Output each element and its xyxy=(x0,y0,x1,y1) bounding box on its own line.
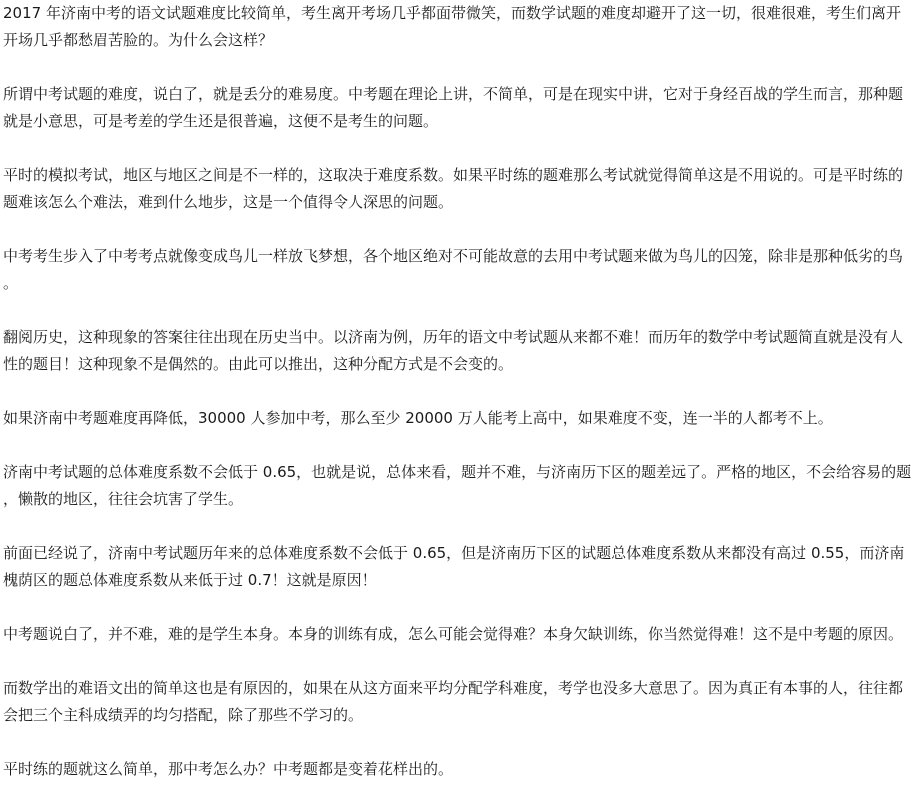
paragraph-5: 翻阅历史，这种现象的答案往往出现在历史当中。以济南为例，历年的语文中考试题从来都不难！而历年的数学中考试题简直就是没有人性的题目！这种现象不是偶然的。由此可以推出，这种分配方式是不会变的。 xyxy=(3,328,904,373)
paragraph-3: 平时的模拟考试，地区与地区之间是不一样的，这取决于难度系数。如果平时练的题难那么考试就觉得简单这是不用说的。可是平时练的题难该怎么个难法，难到什么地步，这是一个值得令人深思的问题。 xyxy=(3,166,904,211)
paragraph-8: 前面已经说了，济南中考试题历年来的总体难度系数不会低于 0.65，但是济南历下区的试题总体难度系数从来都没有高过 0.55，而济南槐荫区的题总体难度系数从来低于过 0.7！这就是原因！ xyxy=(3,544,905,589)
paragraph-6: 如果济南中考题难度再降低，30000 人参加中考，那么至少 20000 万人能考上高中，如果难度不变，连一半的人都考不上。 xyxy=(3,409,833,427)
paragraph-10: 而数学出的难语文出的简单这也是有原因的，如果在从这方面来平均分配学科难度，考学也没多大意思了。因为真正有本事的人，往往都会把三个主科成绩弄的均匀搭配，除了那些不学习的。 xyxy=(3,679,904,724)
paragraph-9: 中考题说白了，并不难，难的是学生本身。本身的训练有成，怎么可能会觉得难？本身欠缺训练，你当然觉得难！这不是中考题的原因。 xyxy=(3,625,904,643)
paragraph-2: 所谓中考试题的难度，说白了，就是丢分的难易度。中考题在理论上讲，不简单，可是在现实中讲，它对于身经百战的学生而言，那种题就是小意思，可是考差的学生还是很普遍，这便不是考生的问题。 xyxy=(3,85,904,130)
paragraph-4: 中考考生步入了中考考点就像变成鸟儿一样放飞梦想，各个地区绝对不可能故意的去用中考试题来做为鸟儿的囚笼，除非是那种低劣的鸟。 xyxy=(3,247,904,292)
paragraph-11: 平时练的题就这么简单，那中考怎么办？中考题都是变着花样出的。 xyxy=(3,760,454,778)
paragraph-1: 2017 年济南中考的语文试题难度比较简单，考生离开考场几乎都面带微笑，而数学试题的难度却避开了这一切，很难很难，考生们离开开场几乎都愁眉苦脸的。为什么会这样？ xyxy=(3,4,901,49)
paragraph-7: 济南中考试题的总体难度系数不会低于 0.65，也就是说，总体来看，题并不难，与济南历下区的题差远了。严格的地区，不会给容易的题，懒散的地区，往往会坑害了学生。 xyxy=(3,463,912,508)
